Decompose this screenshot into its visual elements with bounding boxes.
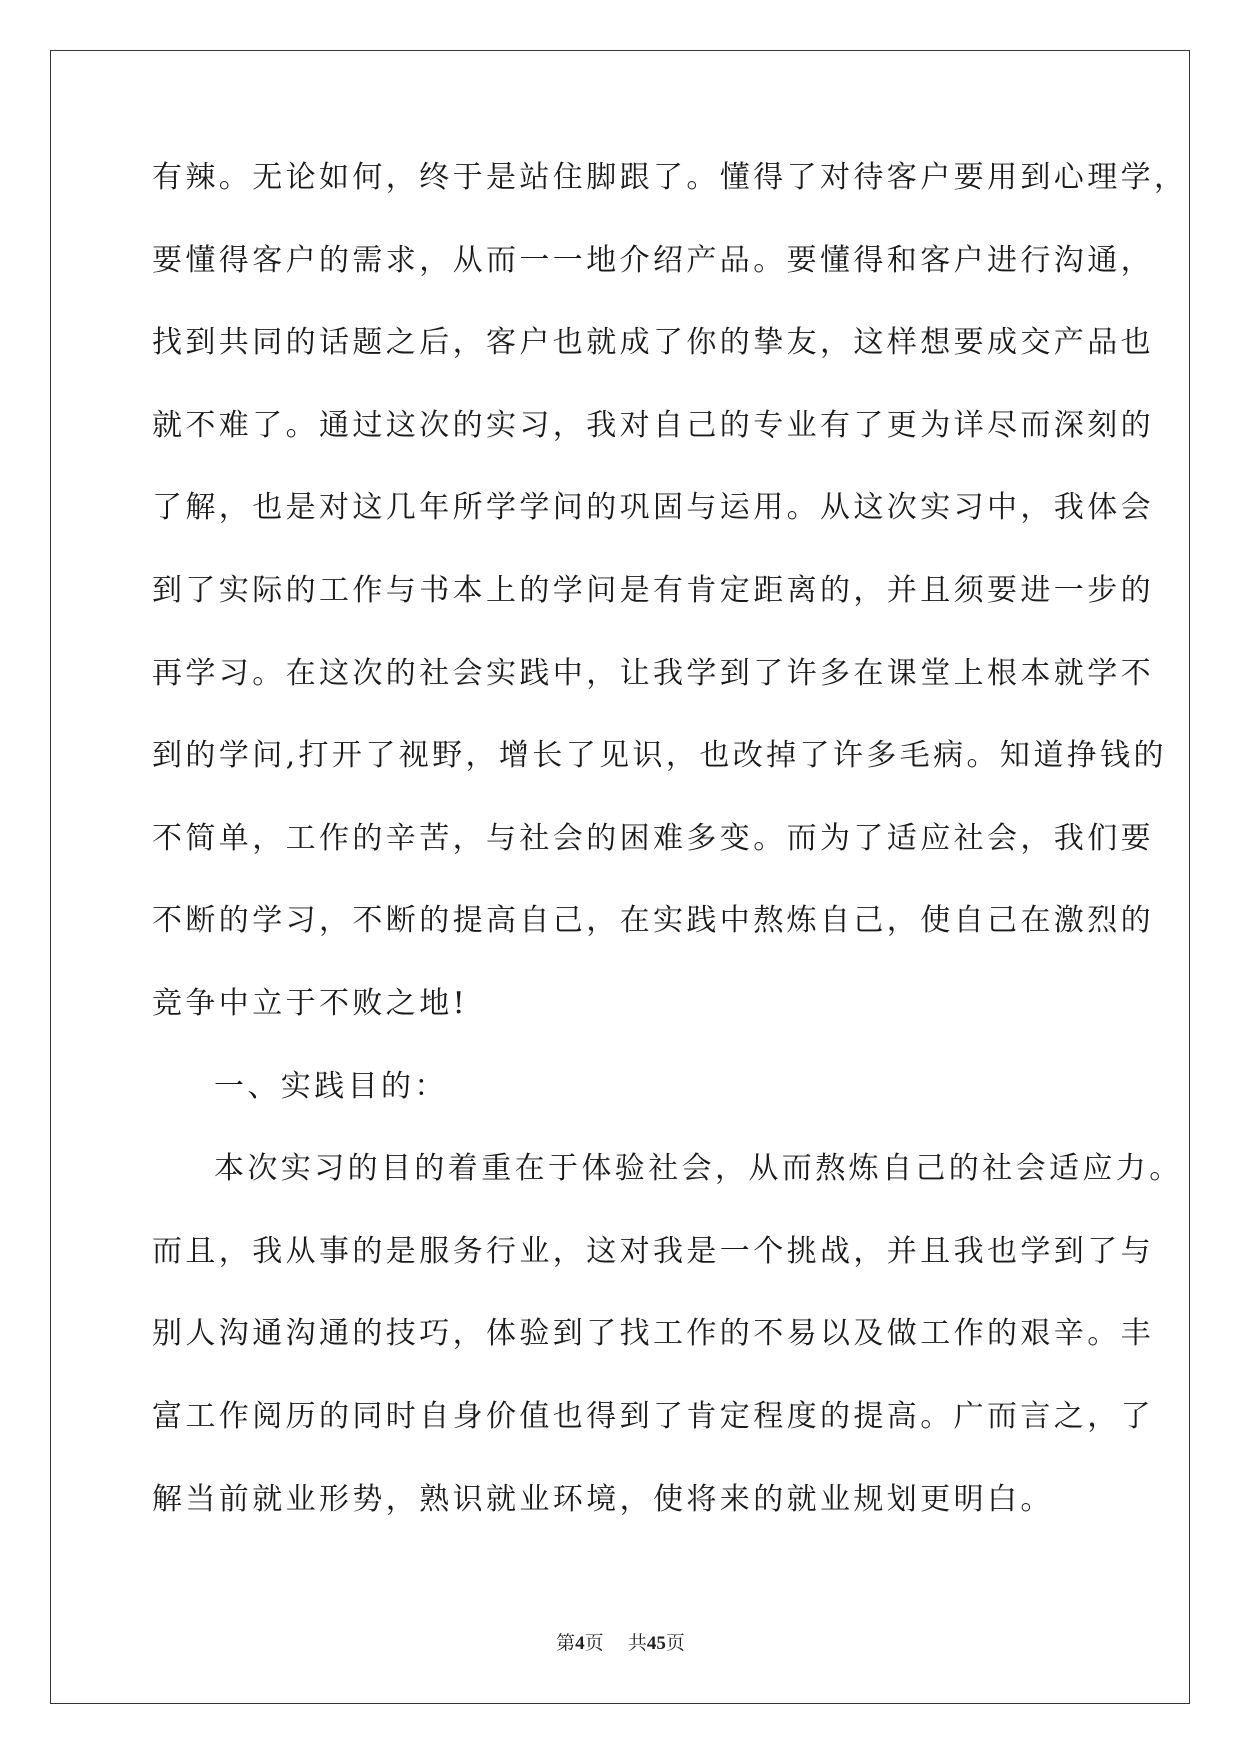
section-heading: 一、实践目的： — [214, 1068, 448, 1104]
page-number: 4 — [575, 1633, 585, 1654]
page-footer — [0, 1632, 1241, 1655]
body-line: 竞争中立于不败之地! — [152, 985, 469, 1021]
body-line: 不断的学习，不断的提高自己，在实践中熬炼自己，使自己在激烈的 — [152, 903, 1154, 939]
total-suffix: 页 — [665, 1632, 685, 1654]
total-pages: 45 — [646, 1633, 666, 1654]
body-line: 有辣。无论如何，终于是站住脚跟了。懂得了对待客户要用到心理学， — [152, 160, 1188, 195]
body-line: 再学习。在这次的社会实践中，让我学到了许多在课堂上根本就学不 — [152, 655, 1154, 691]
body-line: 要懂得客户的需求，从而一一地介绍产品。要懂得和客户进行沟通， — [152, 242, 1154, 278]
body-line: 富工作阅历的同时自身价值也得到了肯定程度的提高。广而言之，了 — [152, 1398, 1154, 1434]
total-prefix: 共 — [627, 1632, 647, 1654]
page-prefix: 第 — [556, 1632, 576, 1654]
body-line: 不简单，工作的辛苦，与社会的困难多变。而为了适应社会，我们要 — [152, 820, 1154, 856]
body-line: 而且，我从事的是服务行业，这对我是一个挑战，并且我也学到了与 — [152, 1233, 1154, 1269]
body-line: 到了实际的工作与书本上的学问是有肯定距离的，并且须要进一步的 — [152, 572, 1154, 608]
body-line: 到的学问,打开了视野，增长了见识，也改掉了许多毛病。知道挣钱的 — [152, 738, 1167, 774]
body-line: 就不难了。通过这次的实习，我对自己的专业有了更为详尽而深刻的 — [152, 407, 1154, 443]
body-line: 本次实习的目的着重在于体验社会，从而熬炼自己的社会适应力。 — [214, 1151, 1183, 1187]
document-body — [152, 160, 1188, 1567]
body-line: 别人沟通沟通的技巧，体验到了找工作的不易以及做工作的艰辛。丰 — [152, 1316, 1154, 1352]
page-suffix: 页 — [584, 1632, 604, 1654]
body-line: 解当前就业形势，熟识就业环境，使将来的就业规划更明白。 — [152, 1481, 1054, 1517]
body-line: 找到共同的话题之后，客户也就成了你的挚友，这样想要成交产品也 — [152, 325, 1154, 361]
body-line: 了解，也是对这几年所学学问的巩固与运用。从这次实习中，我体会 — [152, 490, 1154, 526]
